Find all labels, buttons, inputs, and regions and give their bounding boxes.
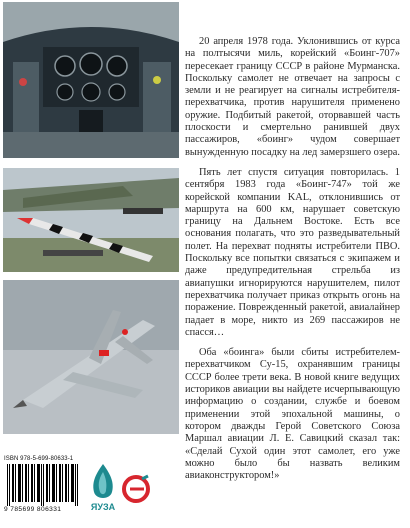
barcode-number: 9 785699 806331 [4, 506, 62, 513]
cockpit-photo [3, 2, 179, 158]
eksmo-logo [122, 474, 150, 504]
paragraph-su15: Оба «боинга» были сбиты истребителем-перехватчиком Су-15, охранявшим границы СССР более трети века. В новой книге ведущих историков авиации вы найдете исчерпывающую информацию о создании, службе и боевом применении этой эпохальной машины, о котором дважды Герой Советского Союза Маршал авиации Л. Е. Савицкий сказал так: «Сделай Сухой один этот самолет, его уже можно было бы назвать великим авиаконструктором!» [185, 347, 400, 482]
yauza-logo [86, 462, 120, 512]
annotation-text [185, 36, 400, 490]
barcode [6, 464, 80, 506]
aircraft-missile-photo [3, 168, 179, 272]
paragraph-1983: Пять лет спустя ситуация повторилась. 1 сентября 1983 года «Боинг-747» той же корейской компании KAL, отклонившись от маршрута на 600 км, нарушает советскую границу на Дальнем Востоке. Есть все основания полагать, что это разведывательный полет. На перехват подняты истребители ПВО. Поскольку все попытки связаться с экипажем и даже предупредительная стрельба из авиапушки игнорируются нарушителем, пилот перехватчика получает приказ открыть огонь на поражение. Поврежденный ракетой, авиалайнер падает в море, никто из 269 пассажиров не спасся… [185, 166, 400, 338]
isbn-label: ISBN 978-5-699-80633-1 [4, 456, 74, 462]
aircraft-flight-photo [3, 280, 179, 434]
paragraph-1978: 20 апреля 1978 года. Уклонившись от курса на полтысячи миль, корейский «Боинг-707» пересекает границу СССР в районе Мурманска. Поскольку самолет не отвечает на запросы с земли и не реагирует на сигналы истребителя-перехватчика, против нарушителя применено оружие. Подбитый ракетой, оторвавшей часть плоскости и смертельно ранившей двух пассажиров, «боинг» чудом совершает вынужденную посадку на лед замерзшего озера. [185, 36, 400, 158]
yauza-logo-text: ЯУЗА [90, 502, 116, 512]
